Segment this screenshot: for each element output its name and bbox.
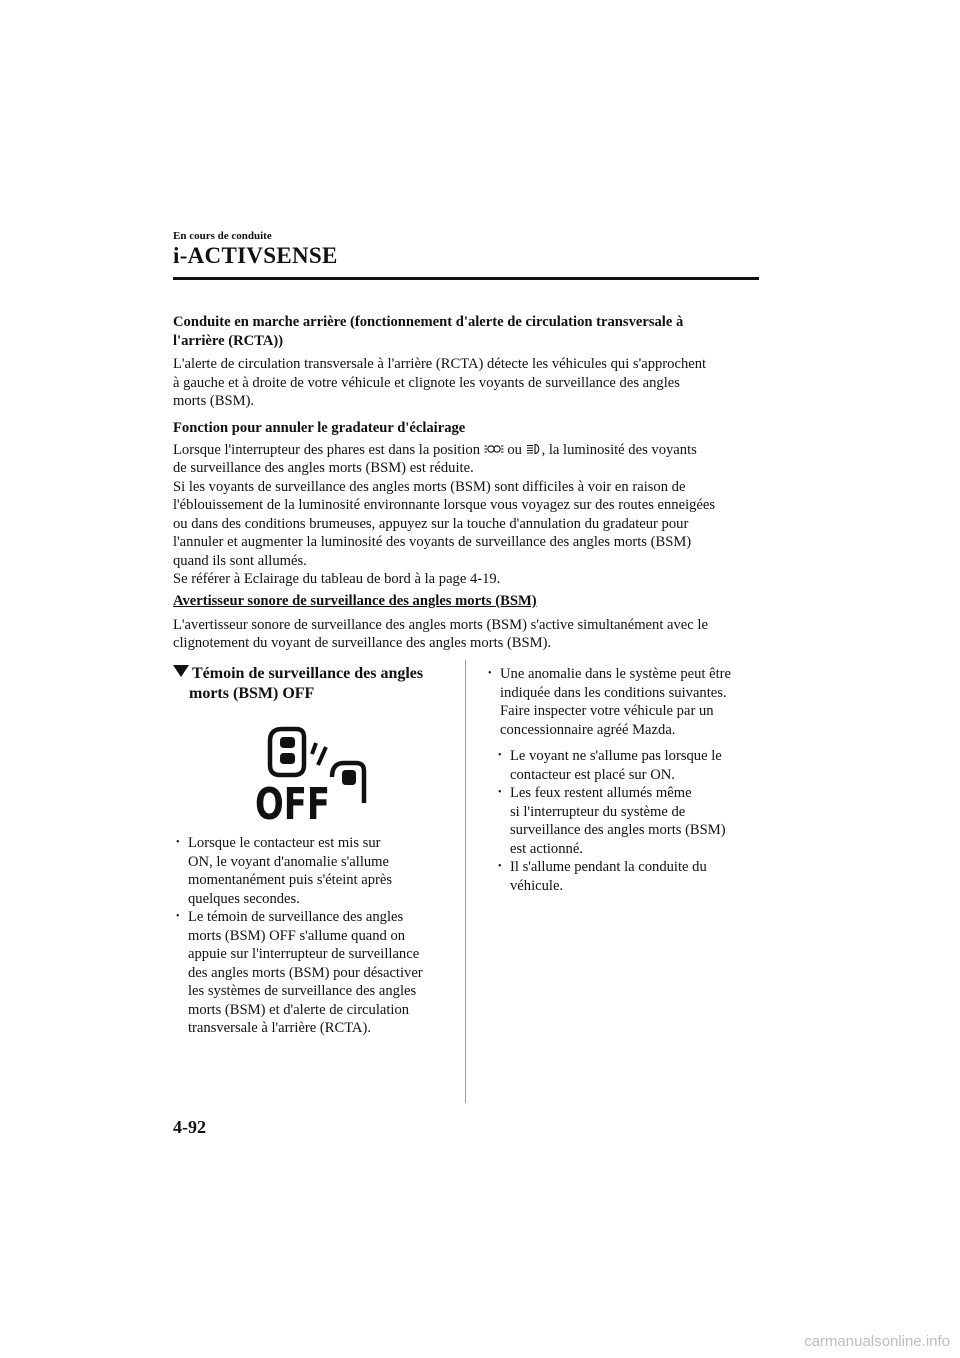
rcta-body-line: morts (BSM).	[173, 393, 255, 409]
bsm-off-icon-text: OFF	[255, 779, 330, 823]
malfunction-section	[485, 665, 770, 895]
bullet-line: des angles morts (BSM) pour désactiver	[188, 964, 423, 981]
bullet-line: les systèmes de surveillance des angles	[188, 983, 417, 999]
chapter-title: i-ACTIVSENSE	[173, 243, 338, 268]
bullet-line: si l'interrupteur du système de	[510, 803, 686, 820]
section-label: En cours de conduite	[173, 230, 272, 242]
bullet-line: concessionnaire agréé Mazda.	[500, 721, 676, 738]
bullet-line: morts (BSM) et d'alerte de circulation	[188, 1001, 410, 1018]
bullet-line: • Il s'allume pendant la conduite du	[510, 859, 707, 875]
bullet-line: momentanément puis s'éteint après	[188, 872, 393, 888]
bsm-off-section	[173, 664, 458, 703]
bullet-line: indiquée dans les conditions suivantes.	[500, 684, 727, 701]
buzzer-heading: Avertisseur sonore de surveillance des angles morts (BSM)	[173, 593, 537, 609]
bullet-line: • Une anomalie dans le système peut être	[500, 666, 731, 682]
bsm-off-title-text: Témoin de surveillance des angles	[192, 665, 424, 682]
dimmer-body-line: ou dans des conditions brumeuses, appuyez sur la touche d'annulation du gradateur pour	[173, 515, 689, 532]
dimmer-line1-ou: ou	[507, 441, 522, 458]
dimmer-body-line: l'annuler et augmenter la luminosité des voyants de surveillance des angles morts (BSM)	[173, 534, 692, 550]
buzzer-body-line: L'avertisseur sonore de surveillance des angles morts (BSM) s'active simultanément avec le	[173, 616, 708, 633]
dimmer-heading: Fonction pour annuler le gradateur d'éclairage	[173, 420, 466, 436]
rcta-heading-line2: l'arrière (RCTA))	[173, 332, 284, 349]
parking-lights-icon	[484, 443, 504, 455]
bullet-line: • Le voyant ne s'allume pas lorsque le	[510, 748, 722, 764]
bsm-off-title-line1	[173, 664, 458, 684]
bullet-line: appuie sur l'interrupteur de surveillance	[188, 946, 420, 962]
bullet-line: véhicule.	[510, 877, 564, 894]
bsm-off-bullets	[173, 834, 458, 1038]
bullet-line: Faire inspecter votre véhicule par un	[500, 703, 714, 719]
dimmer-section	[173, 419, 773, 589]
rcta-body-line: L'alerte de circulation transversale à l'arrière (RCTA) détecte les véhicules qui s'approchent	[173, 356, 707, 372]
bullet-line: • Lorsque le contacteur est mis sur	[188, 835, 381, 851]
dimmer-body-line: de surveillance des angles morts (BSM) est réduite.	[173, 460, 474, 476]
bullet-line: • Les feux restent allumés même	[510, 785, 692, 801]
rcta-body-line: à gauche et à droite de votre véhicule et clignote les voyants de surveillance des angles	[173, 374, 680, 391]
bsm-off-title-line2: morts (BSM) OFF	[189, 684, 315, 702]
bullet-line: transversale à l'arrière (RCTA).	[188, 1020, 371, 1036]
bullet-line: contacteur est placé sur ON.	[510, 766, 675, 783]
buzzer-section	[173, 592, 773, 653]
rcta-section	[173, 313, 773, 411]
rcta-heading-line1: Conduite en marche arrière (fonctionnement d'alerte de circulation transversale à	[173, 314, 684, 330]
list-item	[495, 784, 770, 858]
dimmer-line1-before: Lorsque l'interrupteur des phares est dans la position	[173, 441, 480, 458]
headlight-icon	[526, 443, 542, 455]
bullet-line: est actionné.	[510, 840, 583, 857]
triangle-marker-icon	[173, 665, 189, 677]
dimmer-body-line: l'éblouissement de la luminosité environnante lorsque vous voyagez sur des routes enneigées	[173, 497, 716, 513]
dimmer-body-line: Se référer à Eclairage du tableau de bord à la page 4-19.	[173, 571, 501, 587]
sub-bullet-list	[485, 747, 770, 895]
bsm-off-indicator-icon	[252, 723, 370, 823]
page-number: 4-92	[173, 1117, 206, 1137]
watermark: carmanualsonline.info	[804, 1333, 950, 1350]
bullet-line: ON, le voyant d'anomalie s'allume	[188, 853, 390, 870]
list-item	[173, 834, 458, 908]
list-item	[485, 665, 770, 739]
dimmer-body-line: quand ils sont allumés.	[173, 552, 307, 569]
dimmer-body-line: Si les voyants de surveillance des angles morts (BSM) sont difficiles à voir en raison de	[173, 478, 686, 495]
header-rule	[173, 277, 759, 280]
bullet-line: quelques secondes.	[188, 890, 300, 907]
bullet-line: surveillance des angles morts (BSM)	[510, 822, 726, 838]
dimmer-line1	[173, 441, 773, 460]
list-item	[173, 908, 458, 1038]
bullet-line: morts (BSM) OFF s'allume quand on	[188, 927, 406, 944]
list-item	[495, 747, 770, 784]
buzzer-body-line: clignotement du voyant de surveillance des angles morts (BSM).	[173, 635, 552, 651]
dimmer-line1-after: , la luminosité des voyants	[541, 441, 697, 458]
column-divider	[465, 660, 466, 1103]
list-item	[495, 858, 770, 895]
bullet-line: • Le témoin de surveillance des angles	[188, 909, 404, 925]
